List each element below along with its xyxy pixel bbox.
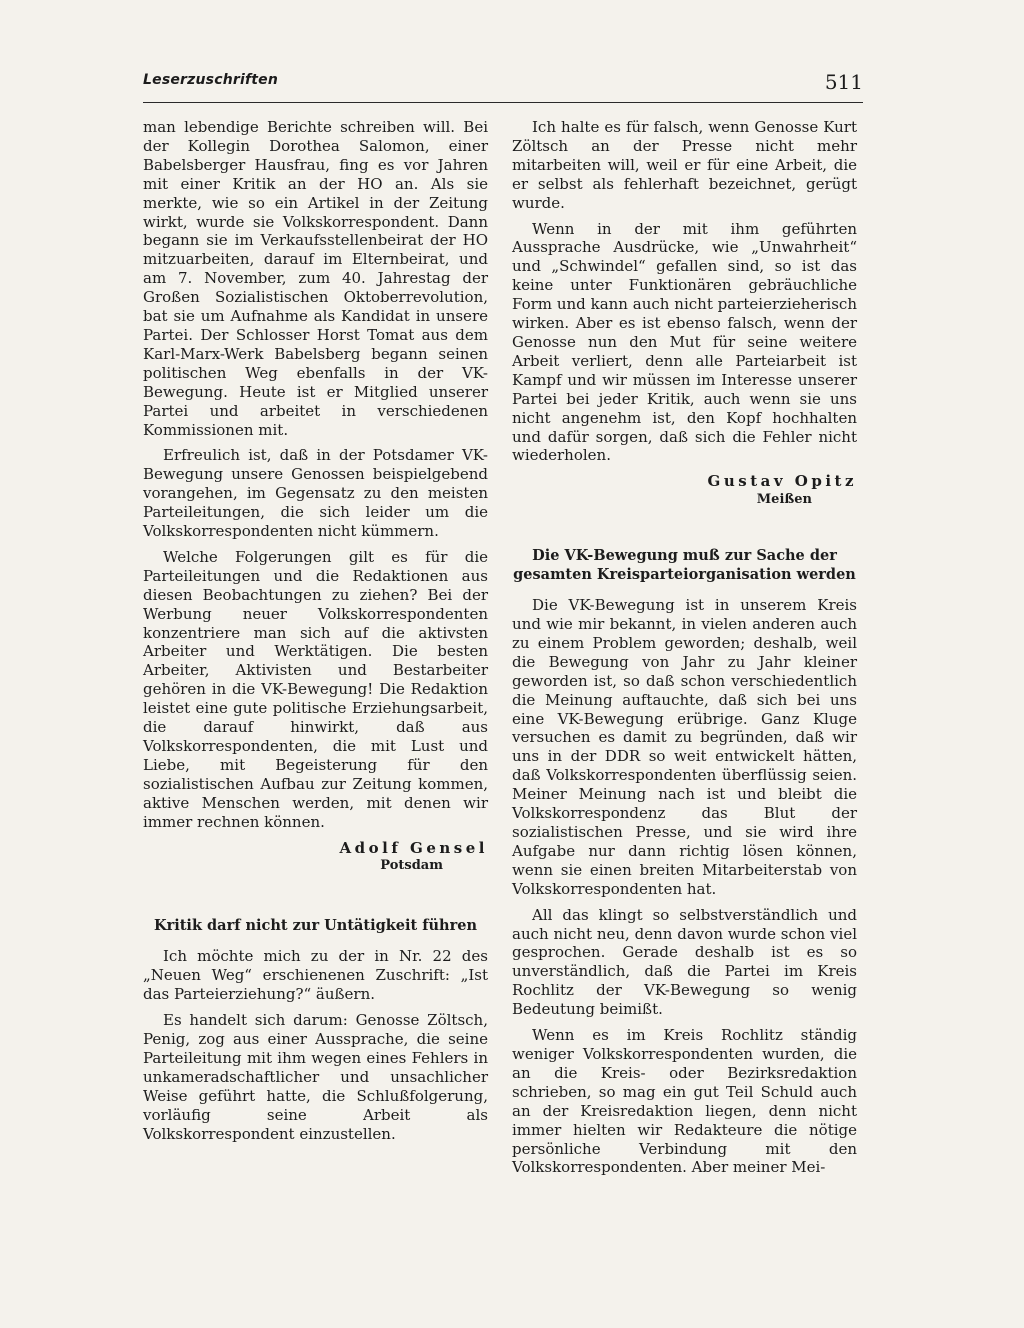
author-name: Gustav Opitz [707, 472, 857, 491]
left-column [143, 118, 488, 1150]
heading-line: gesamten Kreisparteiorganisation werden [513, 566, 856, 584]
paragraph: Die VK-Bewegung ist in unserem Kreis und wie mir bekannt, in vielen anderen auch zu einem Problem geworden; deshalb, weil die Bewegung von Jahr zu Jahr kleiner geworden ist, so daß schon verschiedentlich die Meinung auftauchte, daß sich bei uns eine VK-Bewegung erübrige. Ganz Kluge versuchen es damit zu begründen, daß wir uns in der DDR so weit entwickelt hätten, daß Volkskorrespondenten überflüssig seien. Meiner Meinung nach ist und bleibt die Volkskorrespondenz das Blut der sozialistischen Presse, und sie wird ihre Aufgabe nur dann richtig lösen können, wenn sie einen breiten Mitarbeiterstab von Volkskorrespondenten hat. [512, 596, 857, 898]
paragraph: Ich halte es für falsch, wenn Genosse Kurt Zöltsch an der Presse nicht mehr mitarbeiten will, weil er für eine Arbeit, die er selbst als fehlerhaft bezeichnet, gerügt wurde. [512, 118, 857, 212]
paragraph: All das klingt so selbstverständlich und auch nicht neu, denn davon wurde schon viel gesprochen. Gerade deshalb ist es so unverständlich, daß die Partei im Kreis Rochlitz der VK-Bewegung so wenig Bedeutung beimißt. [512, 905, 857, 1019]
signature-block [143, 839, 488, 877]
paragraph: Welche Folgerungen gilt es für die Parteileitungen und die Redaktionen aus diesen Beobachtungen zu ziehen? Bei der Werbung neuer Volkskorrespondenten konzentriere man sich auf die aktivsten Arbeiter und Werktätigen. Die besten Arbeiter, Aktivisten und Bestarbeiter gehören in die VK-Bewegung! Die Redaktion leistet eine gute politische Erziehungsarbeit, die darauf hinwirkt, daß aus Volkskorrespondenten, die mit Lust und Liebe, mit Begeisterung für den sozialistischen Aufbau zur Zeitung kommen, aktive Menschen werden, mit denen wir immer rechnen können. [143, 547, 488, 831]
paragraph: Erfreulich ist, daß in der Potsdamer VK-Bewegung unsere Genossen beispielgebend vorangehen, im Gegensatz zu den meisten Parteileitungen, die sich leider um die Volkskorrespondenten nicht kümmern. [143, 446, 488, 541]
signature-block [512, 472, 857, 510]
paragraph: Wenn es im Kreis Rochlitz ständig weniger Volkskorrespondenten wurden, die an die Kreis- oder Bezirksredaktion schrieben, so mag ein gut Teil Schuld auch an der Kreisredaktion liegen, denn nicht immer hielten wir Redakteure die nötige persönliche Verbindung mit den Volkskorrespondenten. Aber meiner Mei- [512, 1026, 857, 1177]
author-place: Meißen [756, 492, 812, 508]
paragraph: Ich möchte mich zu der in Nr. 22 des „Neuen Weg“ erschienenen Zuschrift: „Ist das Parteierziehung?“ äußern. [143, 947, 488, 1004]
page-number: 511 [824, 70, 863, 94]
paragraph: Es handelt sich darum: Genosse Zöltsch, Penig, zog aus einer Aussprache, die seine Parteileitung mit ihm wegen eines Fehlers in unkameradschaftlicher und unsachlicher Weise geführt hatte, die Schlußfolgerung, vorläufig seine Arbeit als Volkskorrespondent einzustellen. [143, 1011, 488, 1143]
right-column [512, 118, 857, 1184]
header-rule [143, 102, 863, 103]
running-head: Leserzuschriften [143, 72, 279, 88]
author-place: Potsdam [380, 858, 443, 874]
author-name: Adolf Gensel [339, 838, 488, 857]
page-header [143, 70, 863, 100]
section-heading: Kritik darf nicht zur Untätigkeit führen [153, 917, 478, 935]
heading-line: Die VK-Bewegung muß zur Sache der [532, 547, 837, 565]
section-heading [512, 546, 857, 584]
paragraph: Wenn in der mit ihm geführten Aussprache Ausdrücke, wie „Unwahrheit“ und „Schwindel“ gefallen sind, so ist das keine unter Funktionären gebräuchliche Form und kann auch nicht parteierzieherisch wirken. Aber es ist ebenso falsch, wenn der Genosse nun den Mut für seine weitere Arbeit verliert, denn alle Parteiarbeit ist Kampf und wir müssen im Interesse unserer Partei bei jeder Kritik, auch wenn sie uns nicht angenehm ist, den Kopf hochhalten und dafür sorgen, daß sich die Fehler nicht wiederholen. [512, 219, 857, 465]
paragraph: man lebendige Berichte schreiben will. Bei der Kollegin Dorothea Salomon, einer Babelsberger Hausfrau, fing es vor Jahren mit einer Kritik an der HO an. Als sie merkte, wie so ein Artikel in der Zeitung wirkt, wurde sie Volkskorrespondent. Dann begann sie im Verkaufsstellenbeirat der HO mitzuarbeiten, darauf im Elternbeirat, und am 7. November, zum 40. Jahrestag der Großen Sozialistischen Oktoberrevolution, bat sie um Aufnahme als Kandidat in unsere Partei. Der Schlosser Horst Tomat aus dem Karl-Marx-Werk Babelsberg begann seinen politischen Weg ebenfalls in der VK-Bewegung. Heute ist er Mitglied unserer Partei und arbeitet in verschiedenen Kommissionen mit. [143, 118, 488, 439]
